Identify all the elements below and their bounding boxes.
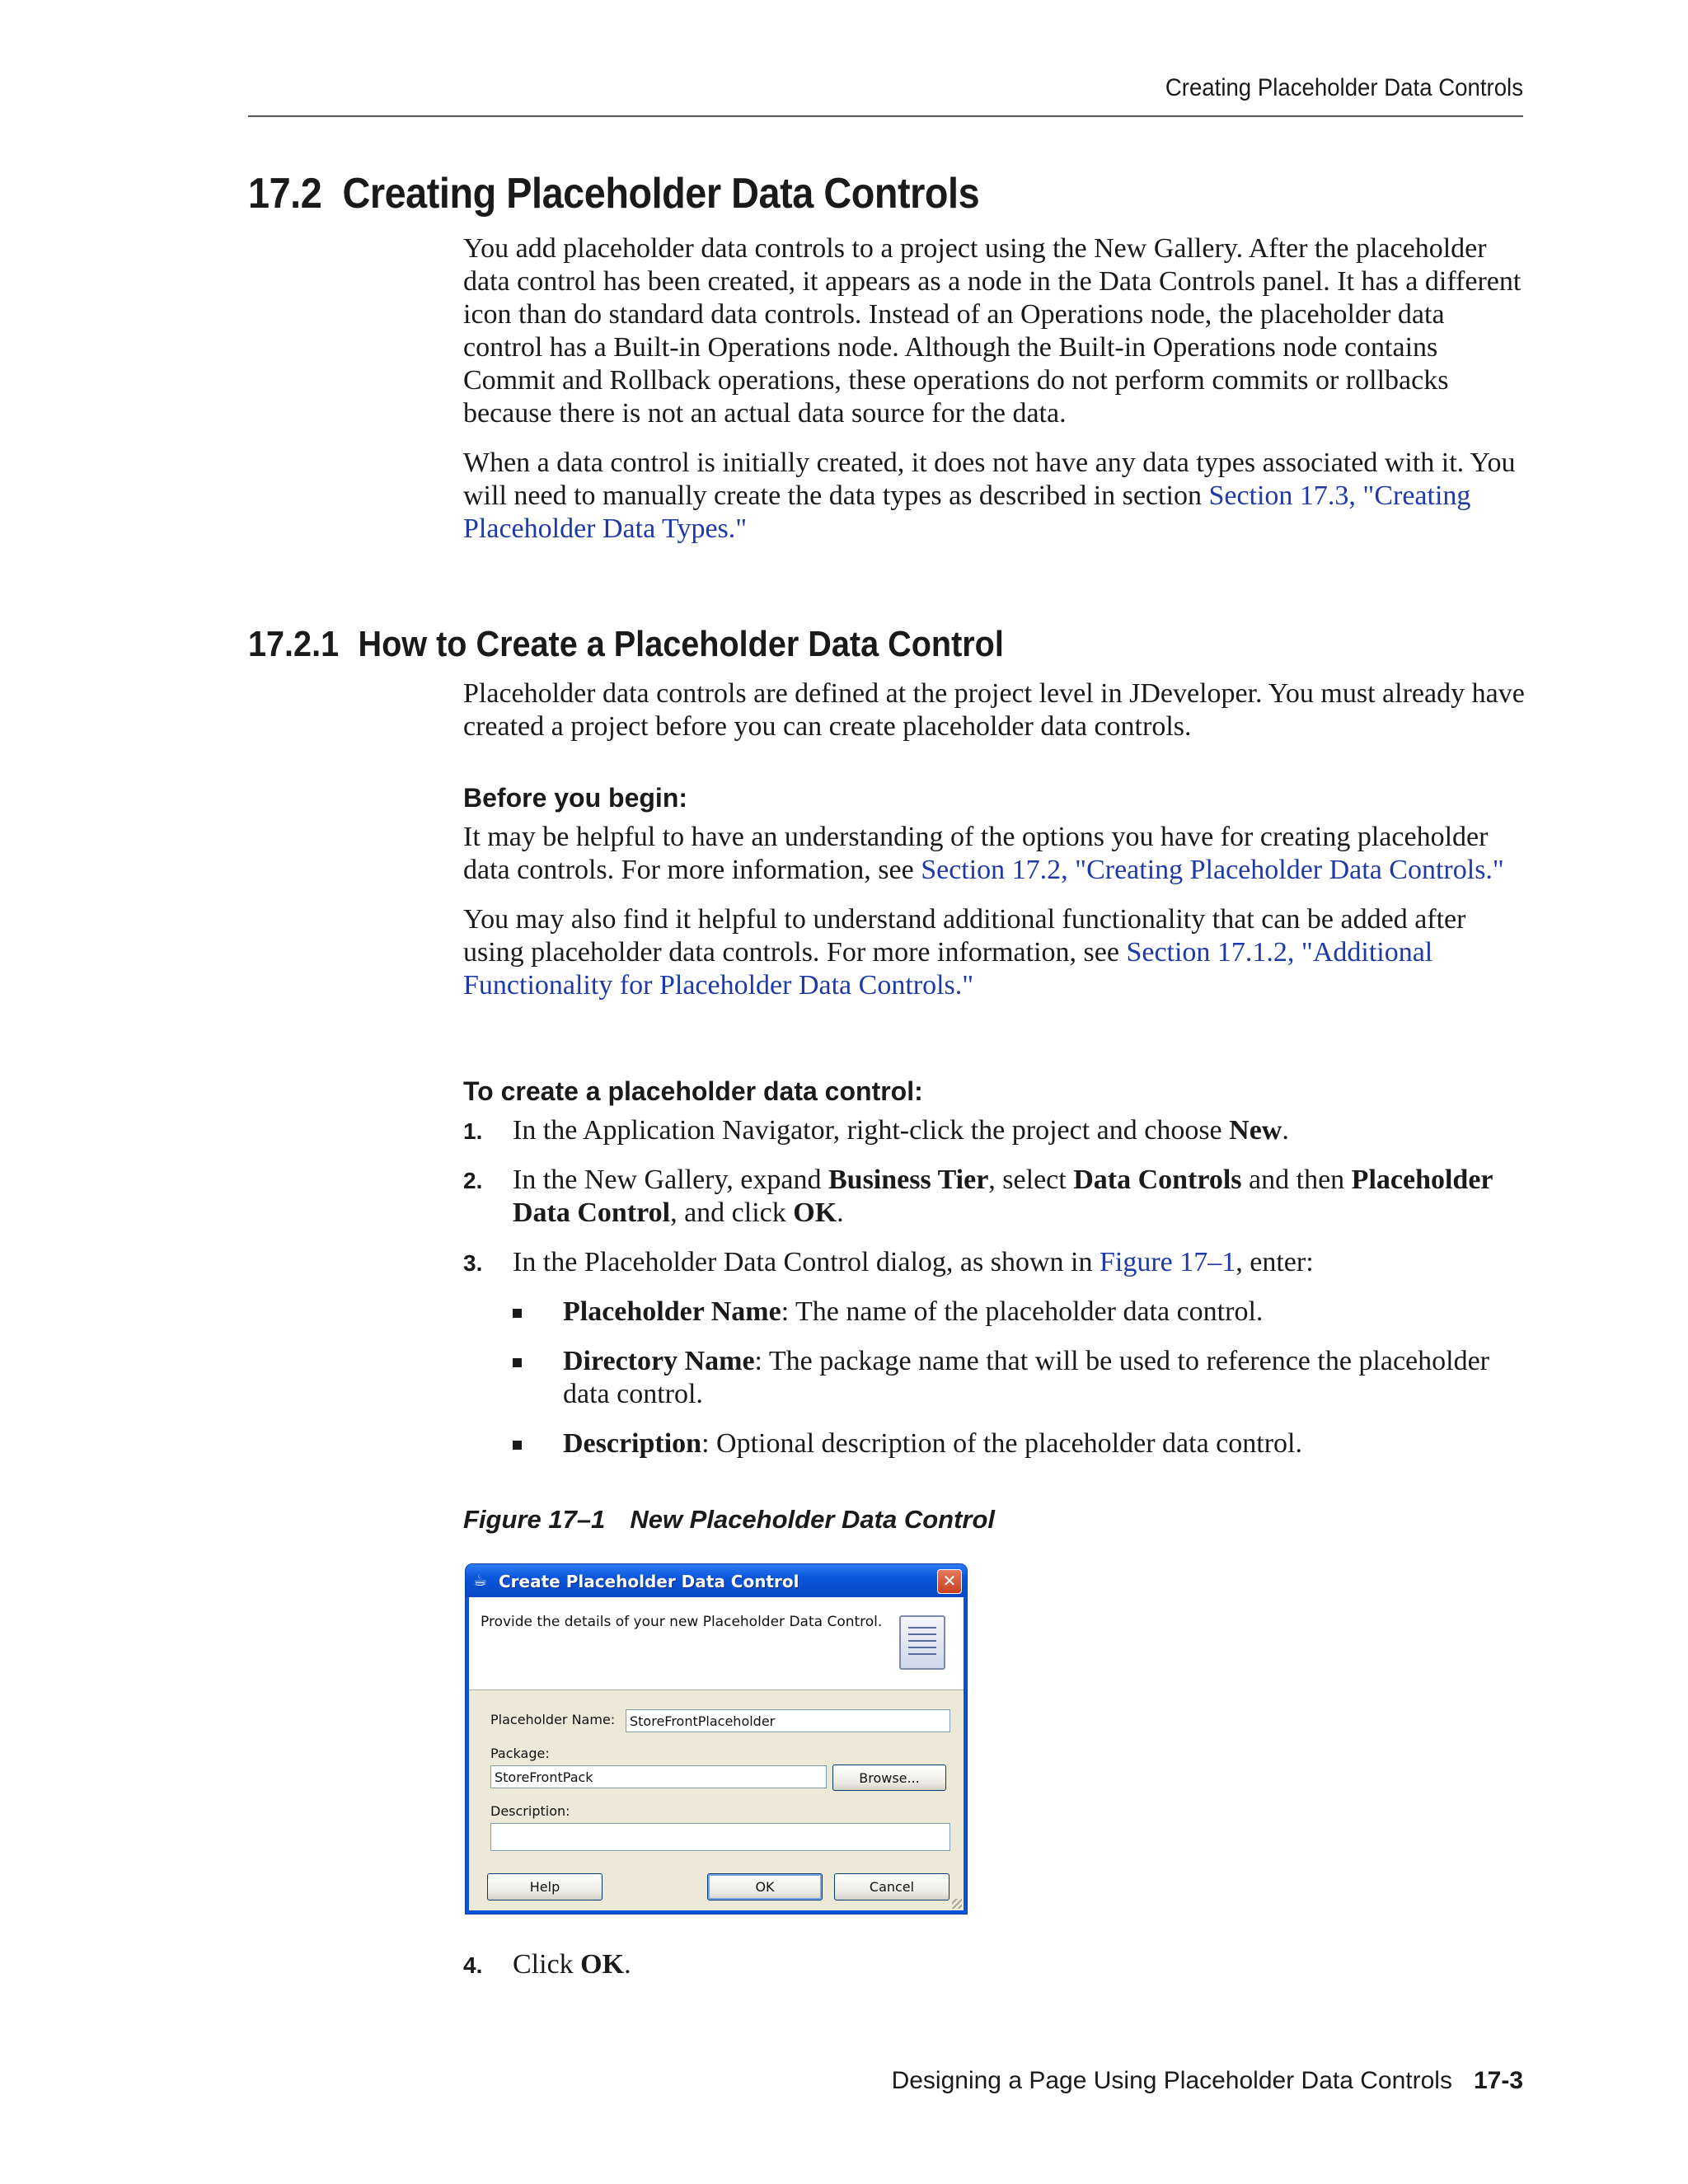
bullet-square-icon (513, 1358, 522, 1367)
header-rule (248, 115, 1523, 117)
step-2-bold-ok: OK (793, 1197, 837, 1228)
figure-caption (463, 1505, 995, 1535)
step-3-t2: , enter: (1236, 1247, 1314, 1277)
section-number: 17.2 (248, 170, 322, 218)
step-1-bold-new: New (1229, 1115, 1282, 1146)
bullet-description: : Optional description of the placeholder data control. (701, 1428, 1302, 1459)
section-title: Creating Placeholder Data Controls (342, 170, 980, 218)
step-2-bold-business-tier: Business Tier (828, 1165, 989, 1195)
step-3 (463, 1246, 1526, 1279)
link-section-17-1-2[interactable]: Section 17.1.2, "Additional Functionality for Placeholder Data Controls." (463, 937, 1433, 1001)
create-placeholder-dialog (466, 1564, 967, 1914)
bullet-item-directory-name (513, 1345, 1526, 1411)
bullet-square-icon (513, 1309, 522, 1318)
step-2-number: 2. (463, 1168, 483, 1193)
help-button[interactable]: Help (487, 1873, 603, 1900)
bullet-label: Directory Name (563, 1346, 755, 1376)
step-3-number: 3. (463, 1250, 483, 1276)
java-cup-icon: ☕ (473, 1572, 488, 1590)
step-1-text (513, 1114, 1526, 1147)
step-2-bold-placeholder-data-control: Placeholder Data Control (513, 1165, 1493, 1228)
dialog-body (469, 1597, 964, 1910)
step-2-bold-data-controls: Data Controls (1073, 1165, 1242, 1195)
link-section-17-2[interactable]: Section 17.2, "Creating Placeholder Data Controls." (921, 855, 1504, 885)
subsection-heading (248, 624, 1004, 665)
package-label: Package: (490, 1746, 550, 1761)
step-2-text (513, 1164, 1526, 1230)
procedure-heading: To create a placeholder data control: (463, 1076, 923, 1106)
step-1 (463, 1114, 1526, 1147)
section-paragraph-2 (463, 447, 1526, 546)
description-label: Description: (490, 1803, 570, 1819)
step-1-end: . (1282, 1115, 1289, 1146)
close-icon[interactable]: ✕ (937, 1569, 962, 1594)
before-you-begin-heading-box (463, 783, 1526, 813)
package-input[interactable]: StoreFrontPack (490, 1765, 827, 1788)
running-head: Creating Placeholder Data Controls (1165, 74, 1523, 101)
page-footer (892, 2067, 1523, 2095)
dialog-title: Create Placeholder Data Control (499, 1572, 799, 1591)
step-3-text (513, 1246, 1526, 1279)
bullet-text (563, 1427, 1526, 1460)
figure-number: Figure 17–1 (463, 1505, 606, 1534)
before-you-begin-heading: Before you begin: (463, 783, 688, 813)
step-3-t1: In the Placeholder Data Control dialog, as shown in (513, 1247, 1100, 1277)
section-paragraph-1: You add placeholder data controls to a project using the New Gallery. After the placeholder data control has been created, it appears as a node in the Data Controls panel. It has a different icon than do standard data controls. Instead of an Operations node, the placeholder data control has a Built-in Operations node. Although the Built-in Operations node contains Commit and Rollback operations, these operations do not perform commits or rollbacks because there is not an actual data source for the data. (463, 233, 1522, 429)
step-4-text (513, 1948, 1526, 1981)
step-2-t4: , and click (670, 1197, 794, 1228)
ok-button[interactable]: OK (707, 1873, 823, 1900)
bullet-label: Placeholder Name (563, 1296, 781, 1327)
step-2-t3: and then (1241, 1165, 1352, 1195)
description-input[interactable] (490, 1823, 950, 1851)
dialog-header (469, 1597, 964, 1690)
bullet-description: : The package name that will be used to reference the placeholder data control. (563, 1346, 1490, 1409)
browse-button[interactable]: Browse... (832, 1765, 946, 1791)
dialog-title-bar[interactable] (466, 1564, 967, 1597)
before-paragraph-1-text: It may be helpful to have an understanding of the options you have for creating placeholder data controls. For more information, see (463, 822, 1489, 885)
step-4-bold-ok: OK (580, 1949, 625, 1980)
step-2-end: . (837, 1197, 844, 1228)
figure-title: New Placeholder Data Control (630, 1505, 996, 1534)
subsection-number: 17.2.1 (248, 624, 340, 664)
section-body (463, 232, 1526, 546)
subsection-title: How to Create a Placeholder Data Control (358, 624, 1004, 664)
bullet-square-icon (513, 1441, 522, 1450)
link-section-17-3[interactable]: Section 17.3, "Creating Placeholder Data Types." (463, 480, 1471, 544)
step-2-t1: In the New Gallery, expand (513, 1165, 828, 1195)
step-2-t2: , select (988, 1165, 1074, 1195)
section-heading (248, 169, 979, 218)
resize-grip[interactable] (952, 1899, 962, 1909)
step-4 (463, 1948, 1526, 1981)
step-4-end: . (624, 1949, 631, 1980)
step-1-text-a: In the Application Navigator, right-click the project and choose (513, 1115, 1230, 1146)
bullet-description: : The name of the placeholder data control. (781, 1296, 1264, 1327)
step-4-number: 4. (463, 1952, 483, 1978)
bullet-item-placeholder-name (513, 1296, 1526, 1329)
page-number: 17-3 (1473, 2067, 1523, 2094)
before-paragraph-2 (463, 903, 1526, 1002)
bullet-text (563, 1345, 1526, 1411)
step-2 (463, 1164, 1526, 1230)
subsection-paragraph-1: Placeholder data controls are defined at the project level in JDeveloper. You must already have created a project before you can create placeholder data controls. (463, 678, 1525, 742)
placeholder-name-input[interactable]: StoreFrontPlaceholder (626, 1709, 950, 1732)
footer-book-title: Designing a Page Using Placeholder Data Controls (891, 2067, 1452, 2094)
step-1-number: 1. (463, 1118, 483, 1144)
link-figure-17-1[interactable]: Figure 17–1 (1099, 1247, 1236, 1277)
step-4-t1: Click (513, 1949, 581, 1980)
before-paragraph-2-text: You may also find it helpful to understand additional functionality that can be added after using placeholder data controls. For more information, see (463, 904, 1466, 968)
bullet-text (563, 1296, 1526, 1329)
procedure-heading-box (463, 1076, 1526, 1107)
subsection-intro (463, 677, 1526, 743)
placeholder-name-label: Placeholder Name: (490, 1712, 616, 1727)
dialog-description: Provide the details of your new Placeholder Data Control. (481, 1614, 883, 1630)
bullet-item-description (513, 1427, 1526, 1460)
before-paragraph-1 (463, 821, 1526, 887)
bullet-label: Description (563, 1428, 702, 1459)
document-icon (899, 1615, 945, 1670)
cancel-button[interactable]: Cancel (834, 1873, 950, 1900)
before-you-begin-body (463, 821, 1526, 1002)
section-paragraph-2-text: When a data control is initially created, it does not have any data types associated with it. You will need to manually create the data types as described in section (463, 448, 1516, 511)
